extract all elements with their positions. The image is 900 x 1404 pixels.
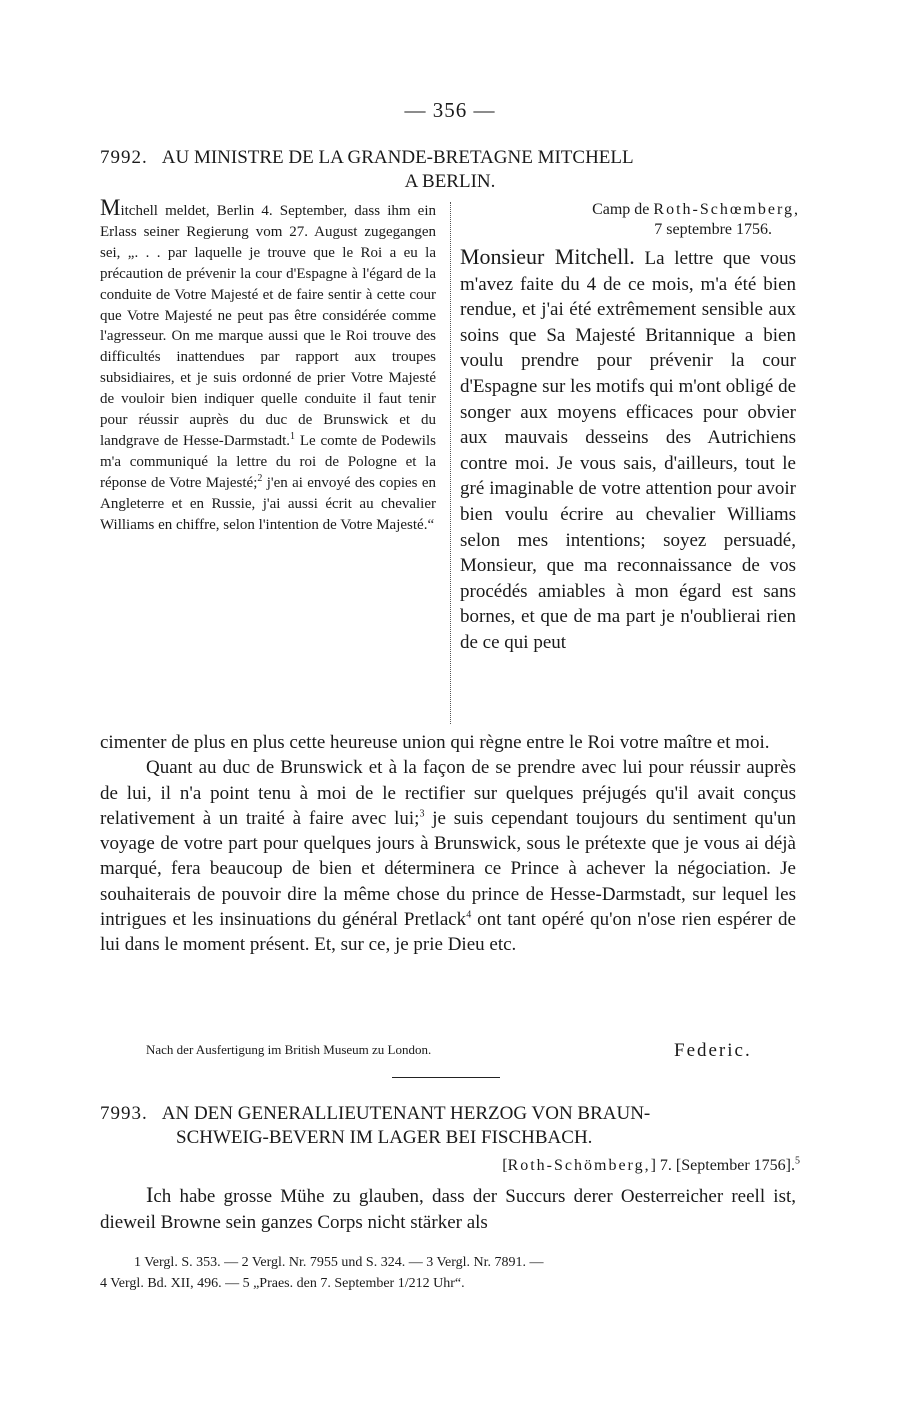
section-rule [392, 1077, 500, 1078]
paragraph-text: je suis cependant toujours du sentiment qu'un voyage de votre part pour quelques jours à Brunswick, sous le prétexte que je vous ai déjà marqué, fera beaucoup de bien et déterminera ce Prince à achever la négociation. Je souhaiterais de pouvoir dire la même chose du prince de Hesse-Darmstadt, sur lequel les intrigues et les insinuations du général Pretlack [100, 807, 796, 931]
footnote-ref: 2 [257, 472, 263, 484]
body-text: ch habe grosse Mühe zu glauben, dass der Succurs derer Oesterreicher reell ist, dieweil Browne sein ganzes Corps nicht stärker als [100, 1186, 796, 1233]
place-prefix: Camp de [592, 201, 654, 218]
footnote-ref: 1 [290, 430, 296, 442]
letter-7993-heading [100, 1102, 800, 1150]
page-number: — 356 — [404, 98, 496, 122]
place-name: Roth-Schömberg, [507, 1157, 651, 1174]
salutation: Monsieur Mitchell. [460, 244, 635, 269]
letter-number: 7993. [100, 1103, 148, 1124]
footnote-ref: 4 [466, 909, 472, 921]
letter-title-line1: AU MINISTRE DE LA GRANDE-BRETAGNE MITCHELL [161, 147, 634, 168]
bracket: [ [502, 1157, 508, 1174]
signature: Federic. [674, 1040, 752, 1061]
letter-title-line1: AN DEN GENERALLIEUTENANT HERZOG VON BRAUN- [161, 1103, 651, 1124]
summary-text-3: j'en ai envoyé des copies en Angleterre et en Russie, j'ai aussi écrit au chevalier Williams en chiffre, selon l'intention de Votre Majesté.“ [100, 474, 436, 533]
letter-date: 7 septembre 1756. [654, 221, 772, 238]
footnote-ref: 3 [419, 808, 425, 820]
footnote-ref: 5 [795, 1155, 800, 1167]
letter-date: ] 7. [September 1756]. [650, 1157, 795, 1174]
letter-body-continued [100, 730, 796, 958]
body-initial: I [146, 1182, 154, 1207]
letter-place-date [460, 1156, 800, 1176]
column-divider [450, 202, 451, 724]
letter-title-line2: A BERLIN. [404, 171, 496, 192]
letter-body-start [460, 244, 796, 656]
footnote-line-1: 1 Vergl. S. 353. — 2 Vergl. Nr. 7955 und S. 324. — 3 Vergl. Nr. 7891. — [134, 1255, 544, 1270]
paragraph-text: Quant au duc de Brunswick et à la façon de se prendre avec lui pour réussir auprès de lui, il n'a point tenu à moi de le rectifier sur quelques préjugés qu'il avait conçus relativement à un traité à faire avec lui; [100, 757, 796, 829]
summary-initial: M [100, 195, 121, 220]
letter-number: 7992. [100, 147, 148, 168]
summary-text: itchell meldet, Berlin 4. September, dass ihm ein Erlass seiner Regierung vom 27. August zugegangen sei, „. . . par laquelle je trouve que le Roi a eu la précaution de prévenir la cour d'Espagne à l'égard de la conduite de Votre Majesté et de faire sentir à cette cour que Votre Majesté ne peut pas être considérée comme l'agresseur. On me marque aussi que le Roi trouve des difficultés inattendues par rapport aux troupes subsidiaires, et je suis ordonné de prier Votre Majesté de vouloir bien indiquer quelle conduite il faut tenir pour réussir auprès du duc de Brunswick et du landgrave de Hesse-Darmstadt. [100, 203, 436, 449]
letter-body [100, 1182, 796, 1235]
letter-summary [100, 195, 436, 536]
letter-text: La lettre que vous m'avez faite du 4 de ce mois, m'a été bien rendue, et j'ai été extrêmement sensible aux soins que Sa Majesté Britannique a bien voulu prendre pour prévenir la cour d'Espagne sur les motifs qui m'ont obligé de songer aux moyens efficaces pour obvier aux mauvais desseins des Autrichiens contre moi. Je vous sais, d'ailleurs, tout le gré imaginable de votre attention pour avoir bien voulu écrire au chevalier Williams selon mes intentions; soyez persuadé, Monsieur, que ma reconnaissance de vos procédés amiables à mon égard est sans bornes, et que de ma part je n'oublierai rien de ce qui peut [460, 248, 796, 653]
summary-text-2: Le comte de Podewils m'a communiqué la lettre du roi de Pologne et la réponse de Votre Majesté; [100, 432, 436, 491]
letter-paragraph-1-end: cimenter de plus en plus cette heureuse union qui règne entre le Roi votre maître et moi. [100, 732, 770, 753]
footnote-line-2: 4 Vergl. Bd. XII, 496. — 5 „Praes. den 7. September 1/212 Uhr“. [100, 1276, 465, 1291]
source-note: Nach der Ausfertigung im British Museum zu London. [146, 1042, 432, 1057]
letter-7992-heading [100, 146, 800, 194]
letter-title-line2: SCHWEIG-BEVERN IM LAGER BEI FISCHBACH. [176, 1127, 593, 1148]
letter-paragraph-2 [100, 755, 796, 957]
paragraph-text: ont tant opéré qu'on n'ose rien espérer de lui dans le moment présent. Et, sur ce, je prie Dieu etc. [100, 909, 796, 956]
letter-place-date [460, 200, 800, 240]
place-name: Roth-Schœmberg, [653, 201, 800, 218]
footnotes [100, 1252, 796, 1294]
